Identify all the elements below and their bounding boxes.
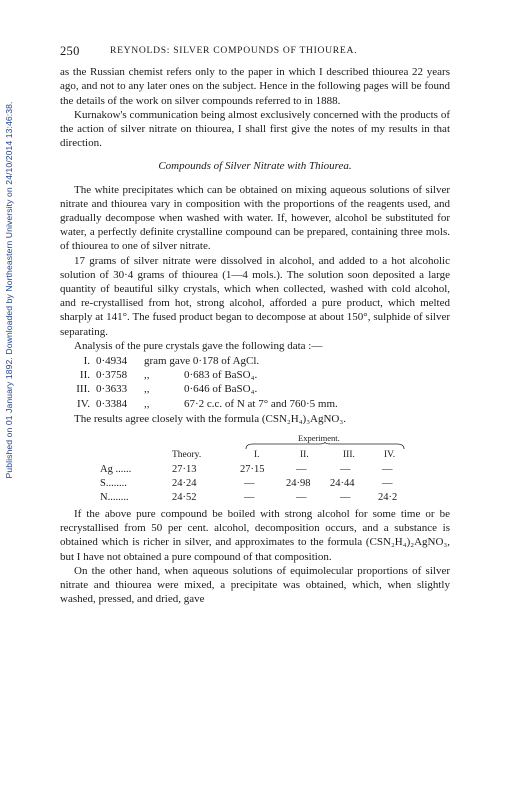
row-label: N........ bbox=[100, 492, 129, 504]
paragraph-7: If the above pure compound be boiled with strong alcohol for some time or be recrystallised from 50 per cent. alcohol, decomposition occurs, and a substance is obtained which is richer in silver, and approximates to the formula (CSN₂H₄)₂AgNO₃, but I have not obtained a pure compound of that composition. bbox=[60, 508, 450, 563]
column-header: I. bbox=[254, 450, 260, 461]
row-value: 0·3384 bbox=[96, 397, 128, 410]
page-body bbox=[60, 44, 450, 606]
table-cell: — bbox=[382, 478, 393, 490]
analysis-row bbox=[74, 368, 450, 382]
row-value: 0·4934 bbox=[96, 355, 128, 368]
row-number: III. bbox=[76, 383, 90, 396]
row-result: 0·178 of AgCl. bbox=[192, 355, 260, 368]
row-number: II. bbox=[79, 369, 90, 382]
paragraph-4: 17 grams of silver nitrate were dissolved in alcohol, and added to a hot alcoholic solution of 30·4 grams of thiourea (1—4 mols.). The solution soon deposited a large quantity of beautiful silky crystals, which when collected, washed with cold alcohol, and re-crystallised from hot, strong alcohol, afforded a pure product, which melted sharply at 141°. The fused product began to decompose at about 150°, sulphide of silver separating. bbox=[60, 254, 450, 338]
paragraph-2: Kurnakow's communication being almost exclusively concerned with the products of the action of silver nitrate on thiourea, I shall first give the notes of my results in that direction. bbox=[60, 108, 450, 150]
experiment-brace bbox=[245, 442, 405, 450]
row-label: S........ bbox=[100, 478, 127, 490]
paragraph-3: The white precipitates which can be obtained on mixing aqueous solutions of silver nitrate and thiourea vary in composition with the proportions of the reagents used, and gradually decompose when washed with water. If, however, alcohol be substituted for water, a perfectly definite crystalline compound can be prepared, containing three mols. of thiourea to one of silver nitrate. bbox=[60, 183, 450, 253]
table-cell: — bbox=[296, 464, 307, 476]
table-cell: 24·44 bbox=[330, 478, 355, 490]
table-cell: 24·2 bbox=[378, 492, 398, 504]
running-title: REYNOLDS: SILVER COMPOUNDS OF THIOUREA. bbox=[110, 45, 358, 56]
section-title: Compounds of Silver Nitrate with Thiourea. bbox=[158, 160, 352, 173]
experiment-label: Experiment. bbox=[298, 433, 340, 444]
row-result: 67·2 c.c. of N at 7° and 760·5 mm. bbox=[184, 397, 338, 410]
analysis-row bbox=[74, 397, 450, 411]
table-cell: — bbox=[244, 478, 255, 490]
analysis-row bbox=[74, 354, 450, 368]
row-label: Ag ...... bbox=[100, 464, 132, 476]
column-header: Theory. bbox=[172, 450, 202, 461]
table-cell: — bbox=[340, 464, 351, 476]
row-middle: ,, bbox=[144, 369, 150, 382]
paragraph-1: as the Russian chemist refers only to the paper in which I described thiourea 22 years ago, and not to any later ones on the subject. Hence in the following pages will be found the details of the work on silver compounds referred to in 1888. bbox=[60, 66, 450, 107]
row-middle: ,, bbox=[144, 397, 150, 410]
table-cell: 24·98 bbox=[286, 478, 311, 490]
row-value: 0·3758 bbox=[96, 369, 128, 382]
row-value: 0·3633 bbox=[96, 383, 128, 396]
table-cell: 27·15 bbox=[240, 464, 265, 476]
column-header: IV. bbox=[384, 450, 396, 461]
row-result: 0·683 of BaSO₄. bbox=[184, 369, 258, 382]
analysis-data bbox=[74, 354, 450, 411]
paragraph-6: The results agree closely with the formula (CSN₂H₄)₃AgNO₃. bbox=[74, 412, 346, 425]
column-header: II. bbox=[300, 450, 309, 461]
row-result: 0·646 of BaSO₄. bbox=[184, 383, 258, 396]
analysis-row bbox=[74, 382, 450, 396]
table-cell: 27·13 bbox=[172, 464, 197, 476]
table-cell: 24·24 bbox=[172, 478, 197, 490]
table-cell: — bbox=[296, 492, 307, 504]
row-middle: ,, bbox=[144, 383, 150, 396]
row-number: IV. bbox=[77, 397, 90, 410]
download-watermark bbox=[1, 70, 17, 510]
table-cell: — bbox=[244, 492, 255, 504]
paragraph-5: Analysis of the pure crystals gave the following data :— bbox=[74, 339, 323, 352]
table-cell: — bbox=[382, 464, 393, 476]
page-number: 250 bbox=[60, 44, 80, 58]
table-cell: 24·52 bbox=[172, 492, 197, 504]
row-number: I. bbox=[83, 355, 90, 368]
paragraph-8: On the other hand, when aqueous solutions of equimolecular proportions of silver nitrate and thiourea were mixed, a precipitate was obtained, which, when slightly washed, pressed, and dried, gave bbox=[60, 564, 450, 606]
page-header bbox=[60, 44, 450, 58]
results-table bbox=[60, 431, 450, 504]
column-header: III. bbox=[343, 450, 355, 461]
watermark-text: Published on 01 January 1892. Downloaded by Northeastern University on 24/10/2014 13:46:38. bbox=[4, 101, 14, 479]
row-middle: gram gave bbox=[144, 355, 191, 368]
table-cell: — bbox=[340, 492, 351, 504]
